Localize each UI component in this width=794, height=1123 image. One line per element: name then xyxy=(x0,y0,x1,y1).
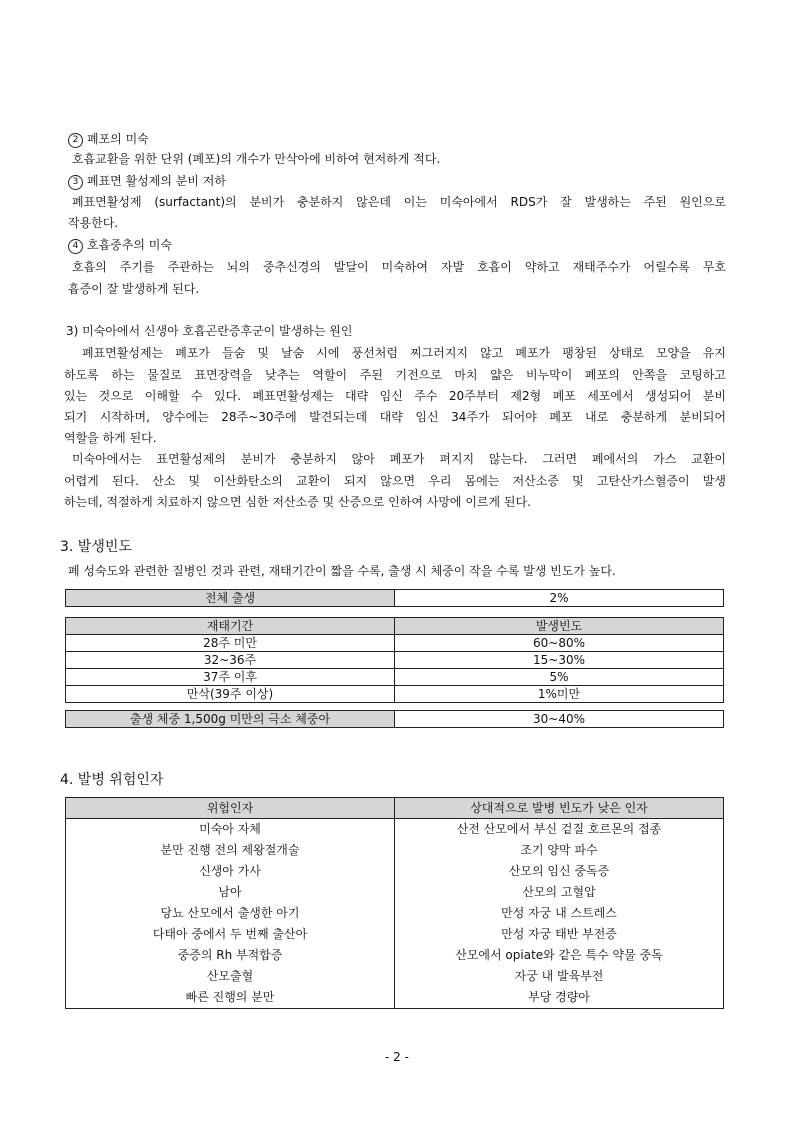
causes-para2-line2: 어렵게 된다. 산소 및 이산화탄소의 교환이 되지 않으면 우리 몸에는 저산소증 및 고탄산가스혈증이 발생 xyxy=(64,474,726,488)
circled-number: 3 xyxy=(68,175,83,190)
table-row xyxy=(66,924,724,945)
vlbw-value: 30~40% xyxy=(395,711,724,728)
vlbw-table xyxy=(65,710,724,728)
protective-factor-cell: 산모의 고혈압 xyxy=(395,882,724,903)
table-row xyxy=(66,945,724,966)
causes-para2-line1: 미숙아에서는 표면활성제의 분비가 충분하지 않아 폐포가 펴지지 않는다. 그러면 폐에서의 가스 교환이 xyxy=(72,452,726,466)
table-row xyxy=(66,861,724,882)
circled-number: 2 xyxy=(68,133,83,148)
item-4-title: 4 호흡중추의 미숙 xyxy=(68,234,172,256)
causes-heading: 3) 미숙아에서 신생아 호흡곤란증후군이 발생하는 원인 xyxy=(66,324,353,338)
table-row xyxy=(66,686,724,703)
table-row xyxy=(66,669,724,686)
frequency-intro: 폐 성숙도와 관련한 질병인 것과 관련, 재태기간이 짧을 수록, 출생 시 체중이 작을 수록 발생 빈도가 높다. xyxy=(68,564,616,578)
risk-heading: 4. 발병 위험인자 xyxy=(60,772,164,788)
protective-factor-cell: 부당 경량아 xyxy=(395,987,724,1009)
risk-factor-cell: 산모출혈 xyxy=(66,966,395,987)
risk-factor-cell: 미숙아 자체 xyxy=(66,819,395,841)
frequency-heading: 3. 발생빈도 xyxy=(60,539,132,555)
protective-factor-cell: 자궁 내 발육부전 xyxy=(395,966,724,987)
risk-factor-cell: 당뇨 산모에서 출생한 아기 xyxy=(66,903,395,924)
table-row xyxy=(66,819,724,841)
protective-factor-cell: 만성 자궁 내 스트레스 xyxy=(395,903,724,924)
item-4-text-line2: 흡증이 잘 발생하게 된다. xyxy=(68,282,200,296)
table-row xyxy=(66,966,724,987)
item-2-title: 2 폐포의 미숙 xyxy=(68,128,149,150)
gestation-table xyxy=(65,617,724,703)
total-births-table xyxy=(65,589,724,607)
risk-factor-header: 위험인자 xyxy=(66,798,395,819)
risk-factor-cell: 남아 xyxy=(66,882,395,903)
table-row xyxy=(66,903,724,924)
item-3-title: 3 폐표면 활성제의 분비 저하 xyxy=(68,170,226,192)
incidence-header: 발생빈도 xyxy=(395,618,724,635)
page-number: - 2 - xyxy=(385,1050,409,1064)
protective-factor-cell: 조기 양막 파수 xyxy=(395,840,724,861)
circled-number: 4 xyxy=(68,239,83,254)
item-3-text-line1: 폐표면활성제 (surfactant)의 분비가 충분하지 않은데 이는 미숙아에서 RDS가 잘 발생하는 주된 원인으로 xyxy=(72,195,726,209)
protective-factor-cell: 산전 산모에서 부신 겉질 호르몬의 접종 xyxy=(395,819,724,841)
risk-factor-cell: 중증의 Rh 부적합증 xyxy=(66,945,395,966)
risk-factor-cell: 분만 진행 전의 제왕절개술 xyxy=(66,840,395,861)
gestation-cell: 37주 이후 xyxy=(66,669,395,686)
total-births-value: 2% xyxy=(395,590,724,607)
table-header-row xyxy=(66,618,724,635)
causes-para1-line3: 있는 것으로 이해할 수 있다. 폐표면활성제는 대략 임신 주수 20주부터 제2형 폐포 세포에서 생성되어 분비 xyxy=(64,389,726,403)
gestation-cell: 32~36주 xyxy=(66,652,395,669)
table-header-row xyxy=(66,798,724,819)
table-row xyxy=(66,840,724,861)
causes-para1-line4: 되기 시작하며, 양수에는 28주~30주에 발견되는데 대략 임신 34주가 되어야 폐포 내로 충분하게 분비되어 xyxy=(64,410,726,424)
protective-factor-cell: 만성 자궁 태반 부전증 xyxy=(395,924,724,945)
protective-factor-cell: 산모에서 opiate와 같은 특수 약물 중독 xyxy=(395,945,724,966)
causes-para1-line5: 역할을 하게 된다. xyxy=(64,431,157,445)
gestation-cell: 만삭(39주 이상) xyxy=(66,686,395,703)
item-2-text: 호흡교환을 위한 단위 (폐포)의 개수가 만삭아에 비하여 현저하게 적다. xyxy=(72,152,441,166)
total-births-label: 전체 출생 xyxy=(66,590,395,607)
table-row xyxy=(66,987,724,1009)
item-3-text-line2: 작용한다. xyxy=(68,216,119,230)
incidence-cell: 5% xyxy=(395,669,724,686)
risk-factor-cell: 빠른 진행의 분만 xyxy=(66,987,395,1009)
incidence-cell: 60~80% xyxy=(395,635,724,652)
gestation-header: 재태기간 xyxy=(66,618,395,635)
causes-para2-line3: 하는데, 적절하게 치료하지 않으면 심한 저산소증 및 산증으로 인하여 사망에 이르게 된다. xyxy=(64,495,531,509)
table-row xyxy=(66,635,724,652)
protective-factor-cell: 산모의 임신 중독증 xyxy=(395,861,724,882)
causes-para1-line2: 하도록 하는 물질로 표면장력을 낮추는 역할이 주된 기전으로 마치 얇은 비누막이 폐포의 안쪽을 코팅하고 xyxy=(64,368,726,382)
gestation-cell: 28주 미만 xyxy=(66,635,395,652)
item-4-text-line1: 호흡의 주기를 주관하는 뇌의 중추신경의 발달이 미숙하여 자발 호흡이 약하고 재태주수가 어릴수록 무호 xyxy=(72,260,726,274)
risk-factor-table xyxy=(65,797,724,1009)
risk-factor-cell: 다태아 중에서 두 번째 출산아 xyxy=(66,924,395,945)
protective-factor-header: 상대적으로 발병 빈도가 낮은 인자 xyxy=(395,798,724,819)
table-row xyxy=(66,652,724,669)
incidence-cell: 1%미만 xyxy=(395,686,724,703)
vlbw-label: 출생 체중 1,500g 미만의 극소 체중아 xyxy=(66,711,395,728)
causes-para1-line1: 폐표면활성제는 폐포가 들숨 및 날숨 시에 풍선처럼 찌그러지지 않고 폐포가 팽창된 상태로 모양을 유지 xyxy=(82,346,726,360)
incidence-cell: 15~30% xyxy=(395,652,724,669)
table-row xyxy=(66,882,724,903)
risk-factor-cell: 신생아 가사 xyxy=(66,861,395,882)
